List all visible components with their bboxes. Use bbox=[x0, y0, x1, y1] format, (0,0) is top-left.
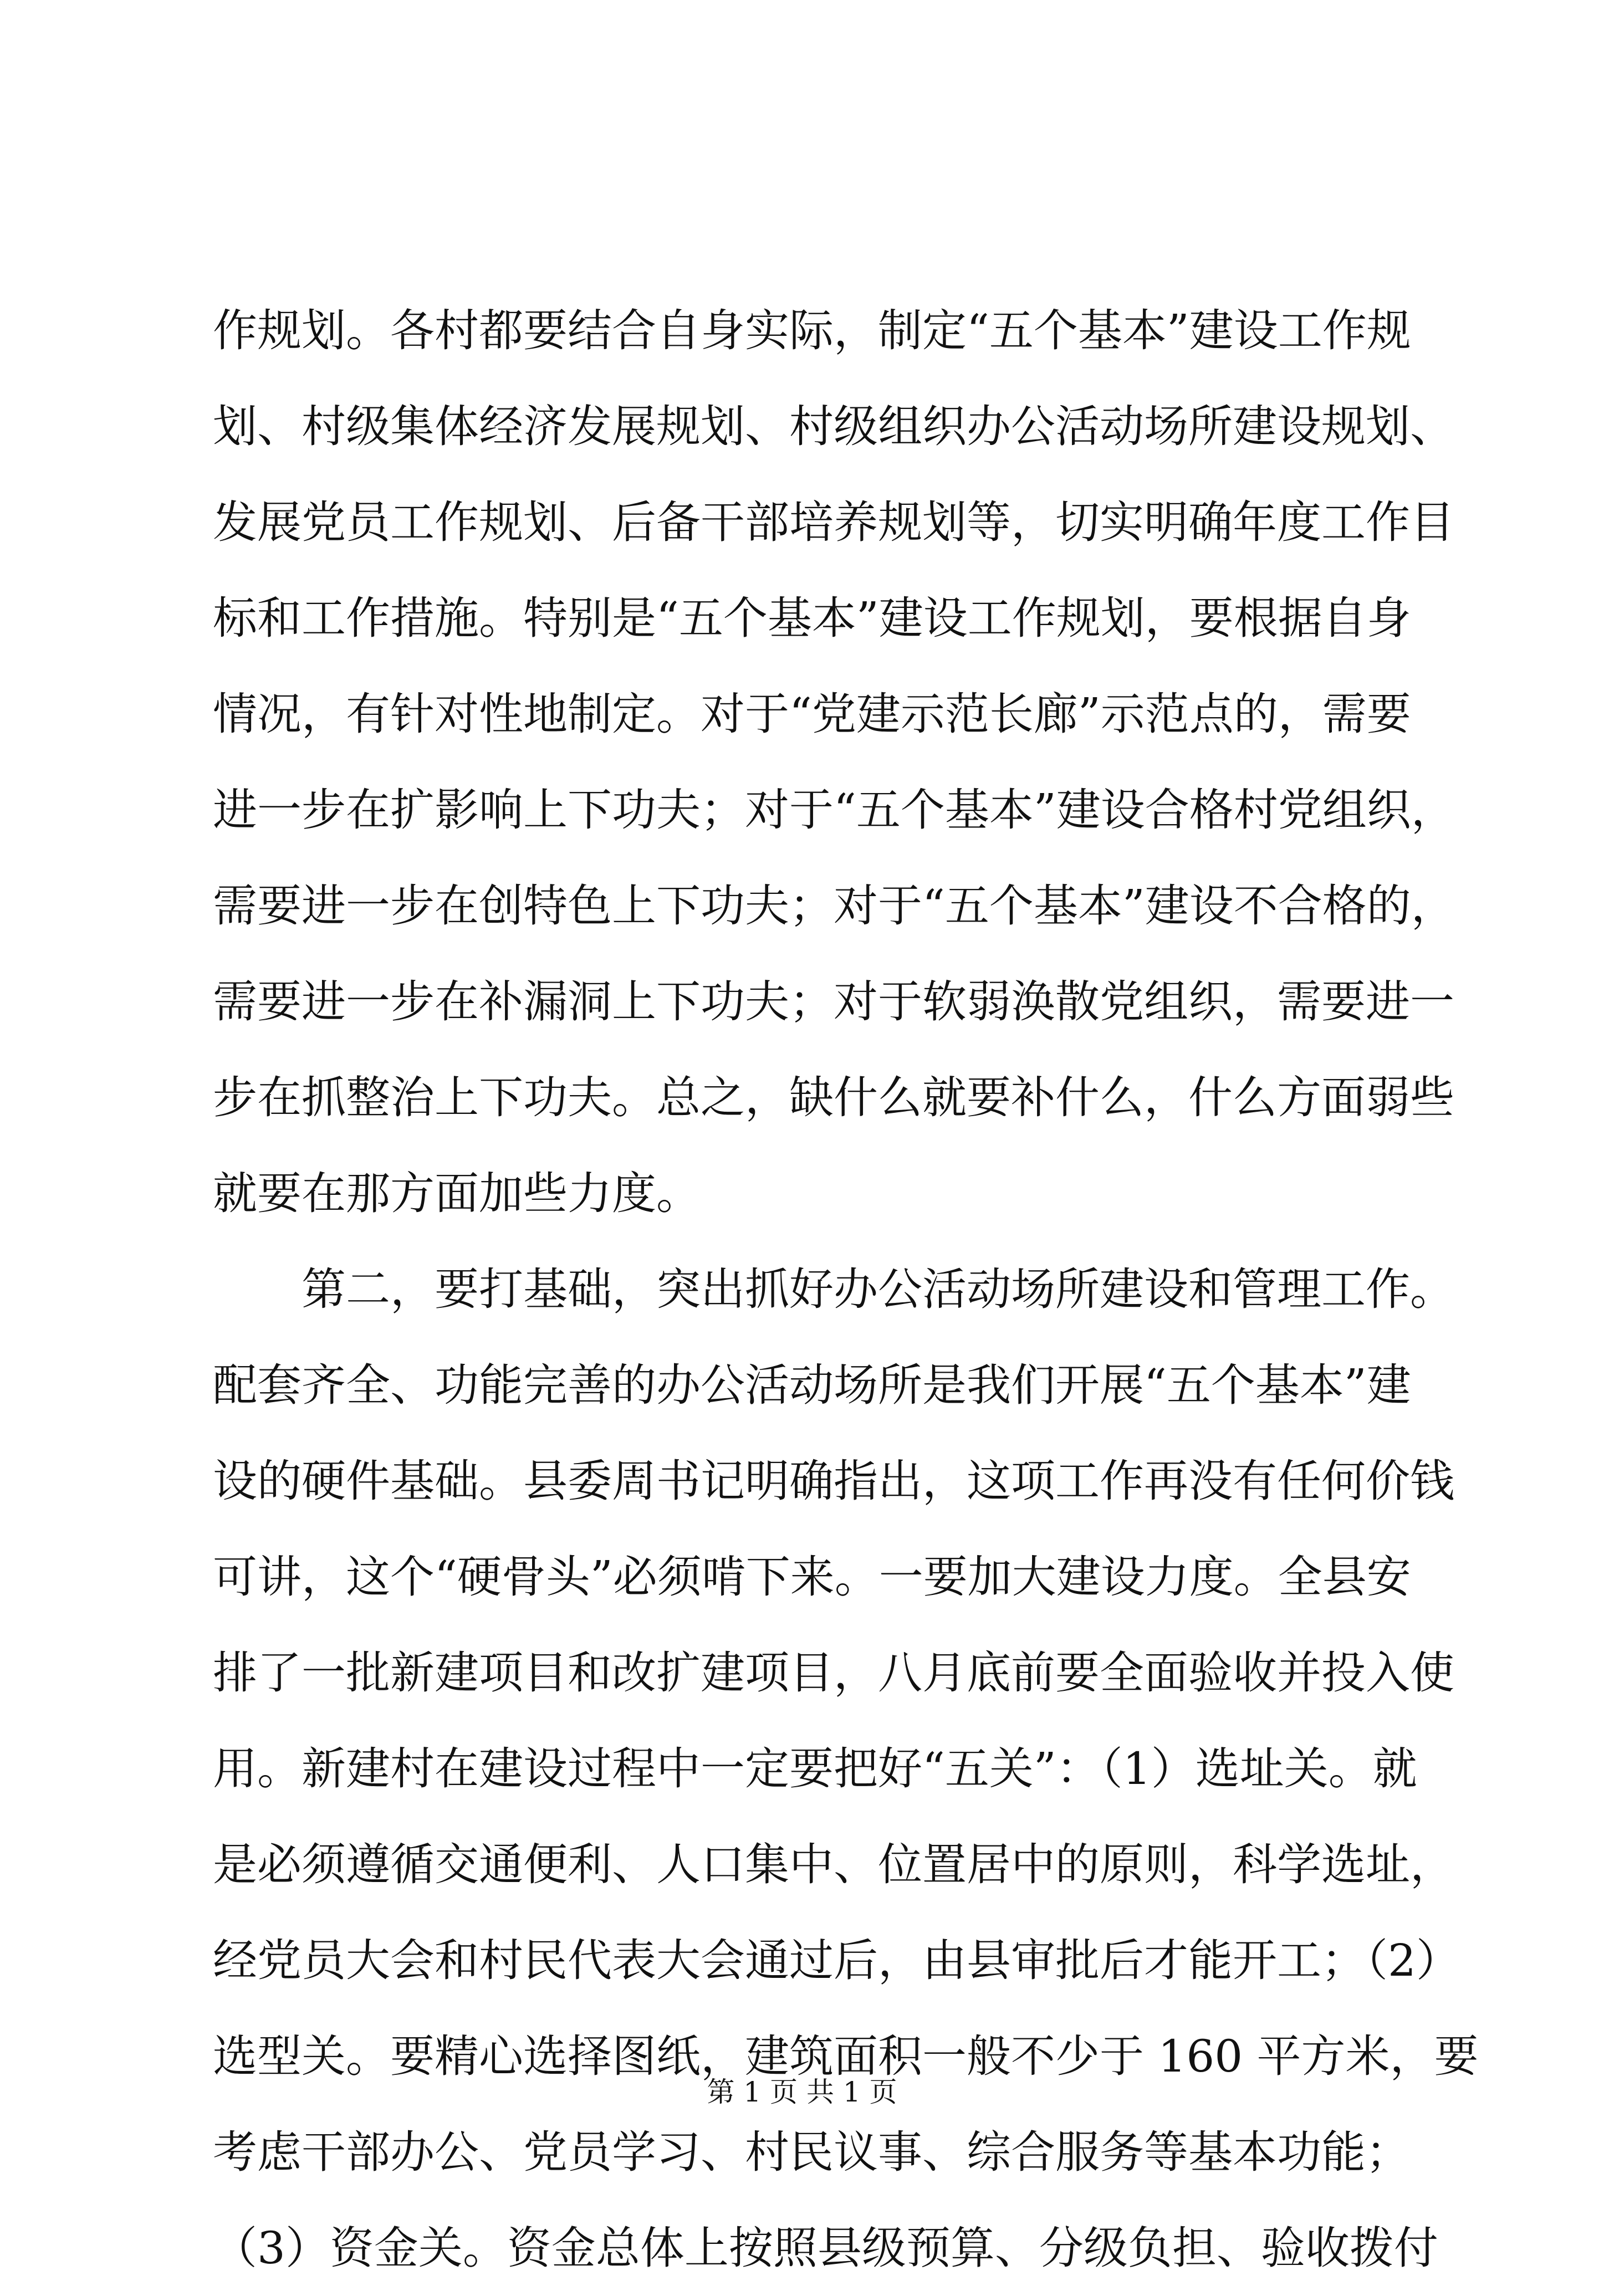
text-line: 可讲，这个“硬骨头”必须啃下来。一要加大建设力度。全县安 bbox=[213, 1551, 1411, 1603]
text-line: 需要进一步在补漏洞上下功夫；对于软弱涣散党组织，需要进一 bbox=[213, 976, 1454, 1027]
text-line: 是必须遵循交通便利、人口集中、位置居中的原则，科学选址， bbox=[213, 1839, 1454, 1890]
text-line: 考虑干部办公、党员学习、村民议事、综合服务等基本功能； bbox=[213, 2126, 1410, 2178]
text-line: 标和工作措施。特别是“五个基本”建设工作规划，要根据自身 bbox=[213, 592, 1411, 644]
paragraph bbox=[213, 283, 1455, 1241]
text-line: 设的硬件基础。县委周书记明确指出，这项工作再没有任何价钱 bbox=[213, 1455, 1454, 1507]
text-line: 用。新建村在建设过程中一定要把好“五关”：（1）选址关。就 bbox=[213, 1743, 1417, 1794]
page-footer: 第 1 页 共 1 页 bbox=[707, 2076, 897, 2108]
text-line: 发展党员工作规划、后备干部培养规划等，切实明确年度工作目 bbox=[213, 497, 1454, 548]
text-line: 选型关。要精心选择图纸，建筑面积一般不少于 160 平方米，要 bbox=[213, 2031, 1479, 2082]
paragraph bbox=[213, 1241, 1479, 2296]
text-line: 配套齐全、功能完善的办公活动场所是我们开展“五个基本”建 bbox=[213, 1359, 1411, 1411]
text-line: 划、村级集体经济发展规划、村级组织办公活动场所建设规划、 bbox=[213, 401, 1454, 452]
text-line: 就要在那方面加些力度。 bbox=[213, 1168, 701, 1219]
text-line: 作规划。各村都要结合自身实际，制定“五个基本”建设工作规 bbox=[213, 305, 1411, 356]
text-line: （3）资金关。资金总体上按照县级预算、分级负担、验收拨付 bbox=[213, 2222, 1438, 2274]
text-line: 经党员大会和村民代表大会通过后，由县审批后才能开工；（2） bbox=[213, 1935, 1460, 1986]
text-line: 进一步在扩影响上下功夫；对于“五个基本”建设合格村党组织， bbox=[213, 784, 1455, 836]
text-line: 排了一批新建项目和改扩建项目，八月底前要全面验收并投入使 bbox=[213, 1647, 1454, 1699]
document-body bbox=[213, 283, 1479, 2296]
text-line: 第二，要打基础，突出抓好办公活动场所建设和管理工作。 bbox=[302, 1264, 1454, 1315]
text-line: 需要进一步在创特色上下功夫；对于“五个基本”建设不合格的， bbox=[213, 880, 1455, 932]
text-line: 步在抓整治上下功夫。总之，缺什么就要补什么，什么方面弱些 bbox=[213, 1072, 1454, 1123]
text-line: 情况，有针对性地制定。对于“党建示范长廊”示范点的，需要 bbox=[213, 688, 1411, 740]
